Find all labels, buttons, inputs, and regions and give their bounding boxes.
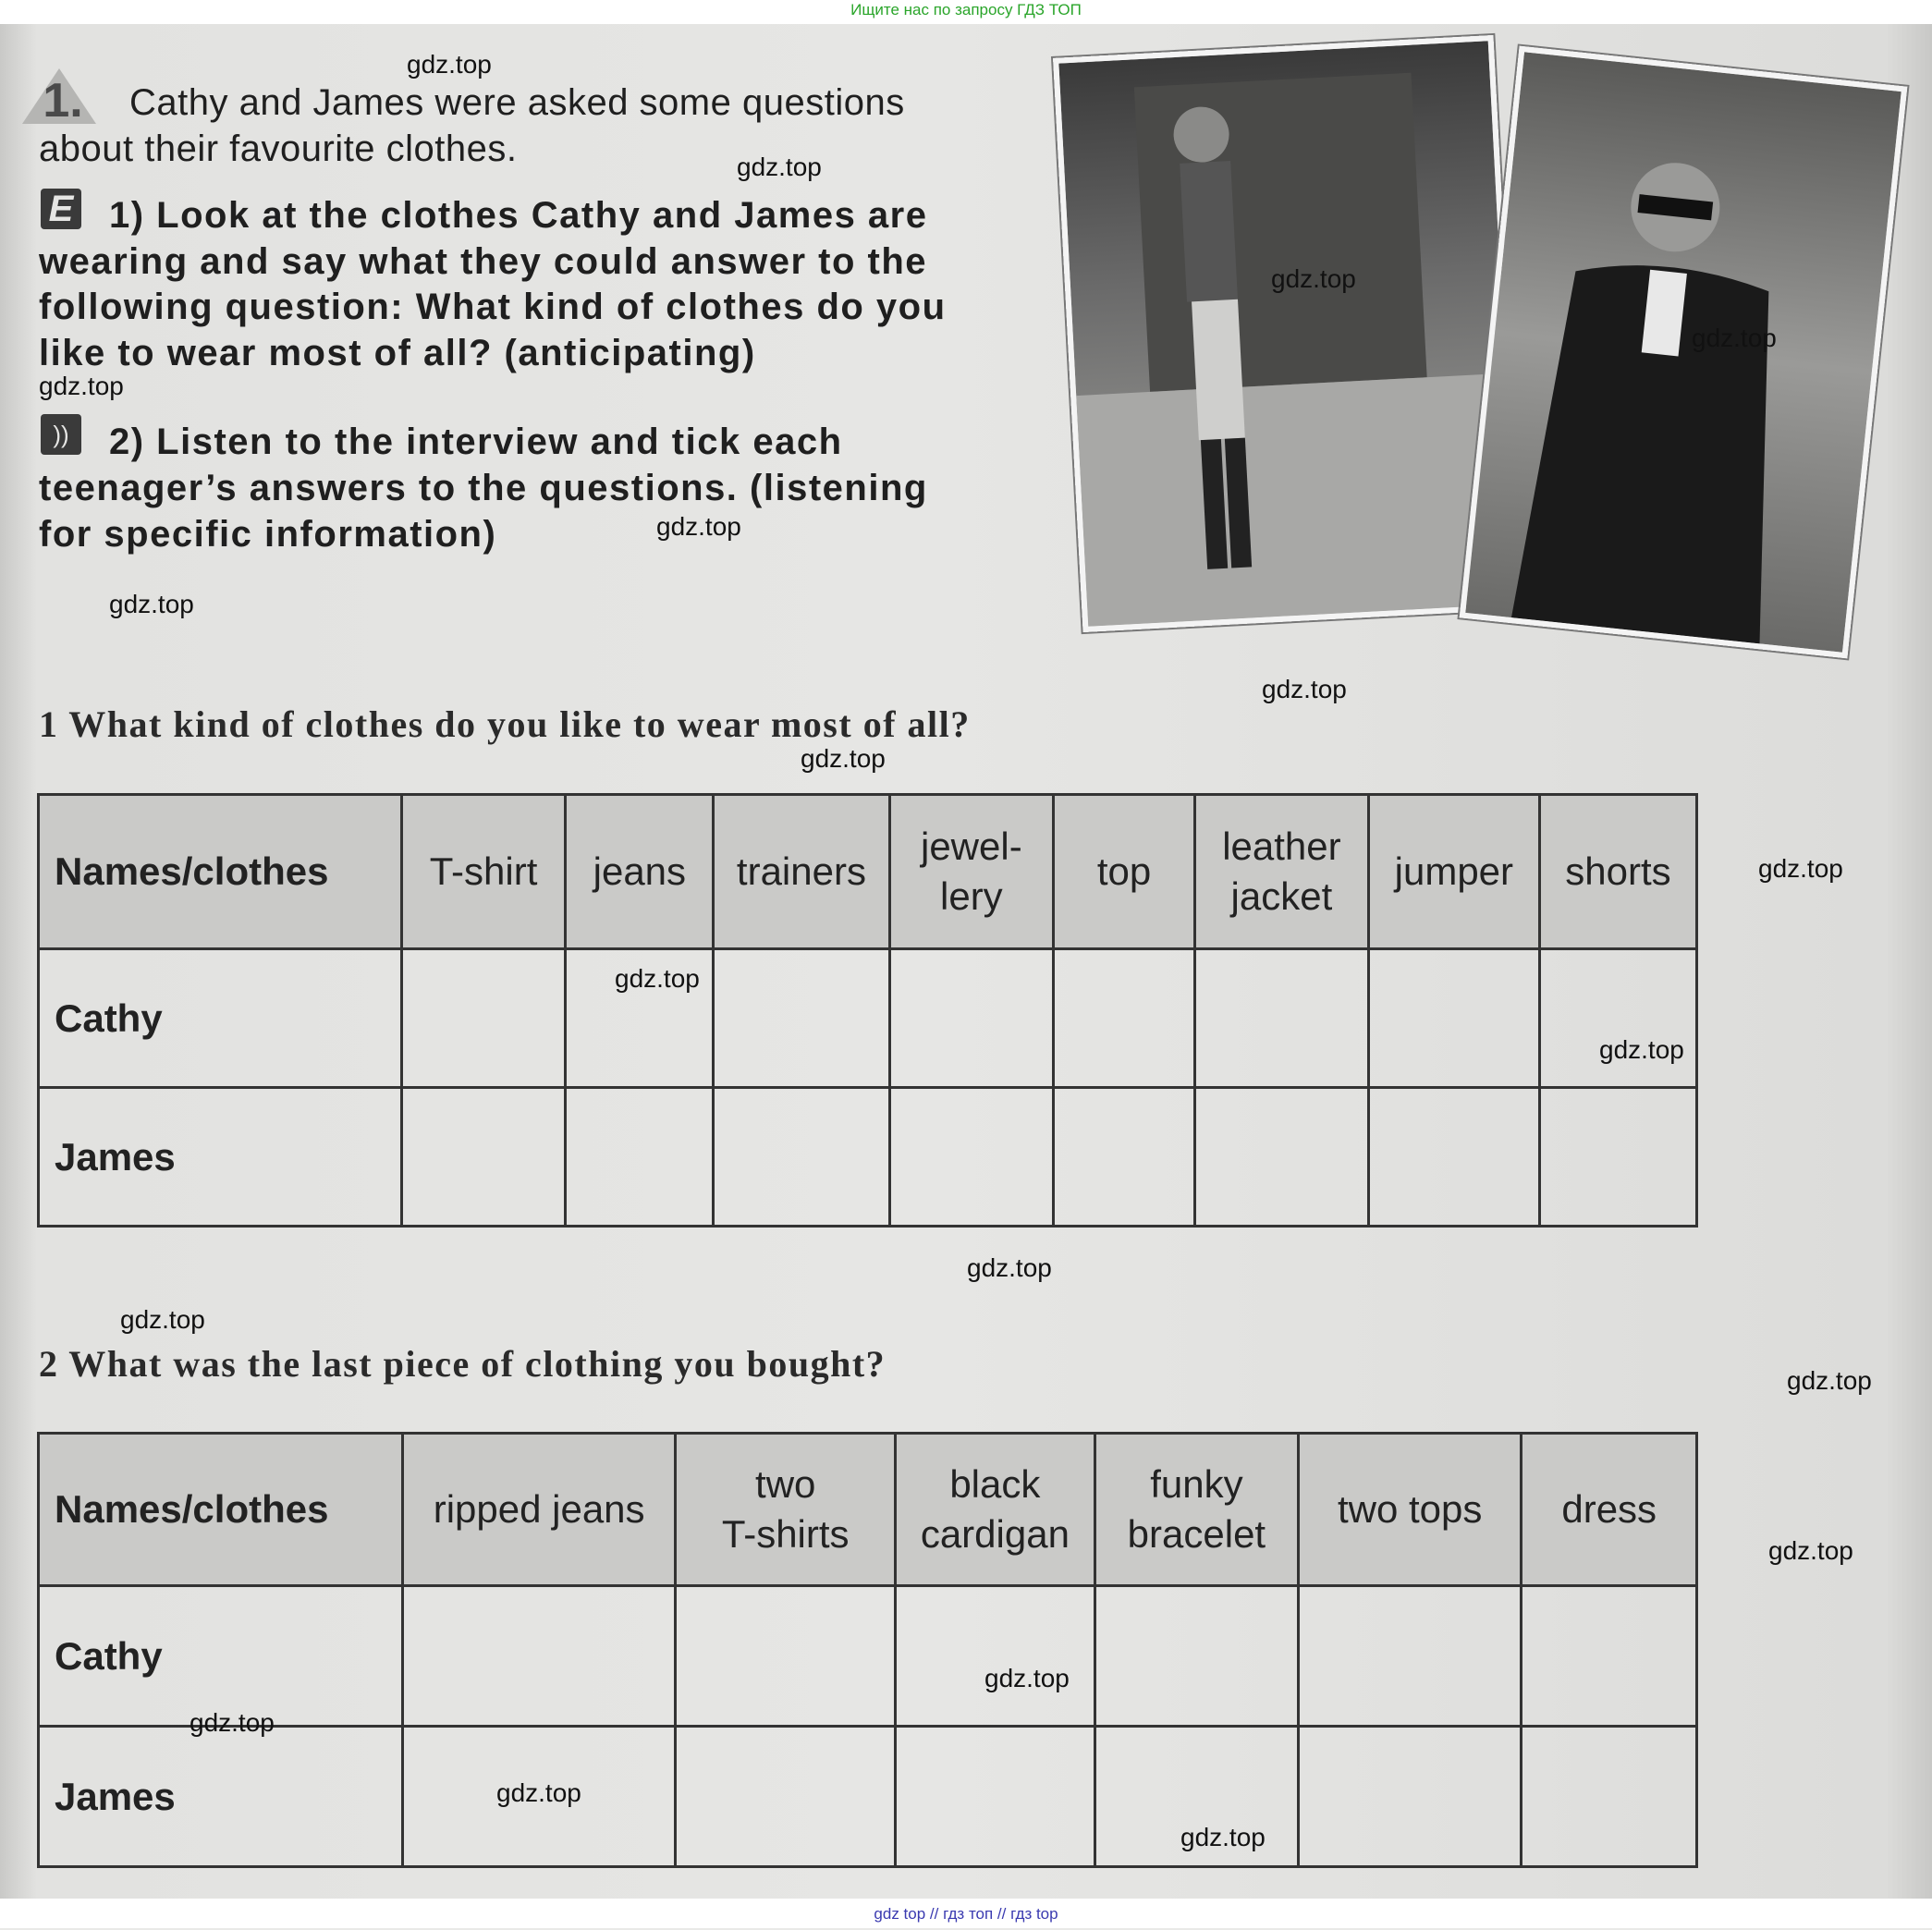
watermark: gdz.top	[407, 50, 492, 79]
exercise-number: 1.	[43, 74, 83, 124]
table2-header-label: Names/clothes	[39, 1434, 403, 1586]
table1-col-jumper: jumper	[1368, 795, 1539, 949]
watermark: gdz.top	[737, 153, 822, 181]
tick-cell[interactable]	[895, 1727, 1094, 1867]
table2-col-funky-bracelet: funky bracelet	[1094, 1434, 1298, 1586]
tick-cell[interactable]	[402, 1586, 676, 1727]
tick-cell[interactable]	[566, 1088, 714, 1227]
table1-header-row	[39, 795, 1697, 949]
tick-cell[interactable]	[1094, 1586, 1298, 1727]
watermark: gdz.top	[967, 1253, 1052, 1282]
tick-cell[interactable]	[1522, 1727, 1697, 1867]
task2-line-2: teenager’s answers to the questions. (listening	[39, 468, 928, 508]
tick-cell[interactable]	[1194, 949, 1368, 1088]
task2-line-1: 2) Listen to the interview and tick each	[109, 421, 843, 462]
question-2: 2 What was the last piece of clothing you bought?	[39, 1343, 887, 1385]
table2-col-two-tops: two tops	[1298, 1434, 1521, 1586]
tick-cell[interactable]	[1298, 1727, 1521, 1867]
watermark: gdz.top	[1692, 324, 1777, 352]
watermark: gdz.top	[496, 1778, 581, 1807]
tick-cell[interactable]	[1368, 949, 1539, 1088]
intro-line-2: about their favourite clothes.	[39, 128, 518, 169]
photos-cathy-james	[1054, 28, 1904, 666]
task1-line-2: wearing and say what they could answer to the	[39, 241, 928, 282]
tick-cell[interactable]	[1054, 949, 1195, 1088]
e-book-icon: E	[41, 189, 81, 229]
table1-row-cathy: Cathy	[39, 949, 402, 1088]
tick-cell[interactable]	[401, 949, 566, 1088]
audio-icon: ))	[41, 414, 81, 455]
watermark: gdz.top	[39, 372, 124, 400]
tick-cell[interactable]	[1298, 1586, 1521, 1727]
watermark: gdz.top	[1787, 1366, 1872, 1395]
table1-col-top: top	[1054, 795, 1195, 949]
bottom-banner[interactable]: gdz top // гдз топ // гдз top	[0, 1899, 1932, 1928]
table1-col-jeans: jeans	[566, 795, 714, 949]
watermark: gdz.top	[1758, 854, 1843, 883]
tick-cell[interactable]	[889, 1088, 1053, 1227]
task1-line-3: following question: What kind of clothes do you	[39, 287, 947, 327]
task1-line-4: like to wear most of all? (anticipating)	[39, 333, 756, 373]
james-photo	[1460, 46, 1908, 659]
table1-header-label: Names/clothes	[39, 795, 402, 949]
table-question-2	[37, 1432, 1698, 1868]
table1-col-trainers: trainers	[714, 795, 889, 949]
table2-row-cathy: Cathy	[39, 1586, 403, 1727]
table2-row-james: James	[39, 1727, 403, 1867]
table-row	[39, 1088, 1697, 1227]
cathy-photo	[1053, 35, 1523, 632]
table1-row-james: James	[39, 1088, 402, 1227]
tick-cell[interactable]	[714, 1088, 889, 1227]
table-row	[39, 1586, 1697, 1727]
tick-cell[interactable]	[1539, 1088, 1696, 1227]
tick-cell[interactable]	[676, 1586, 895, 1727]
task2-line-3: for specific information)	[39, 514, 497, 555]
watermark: gdz.top	[984, 1664, 1070, 1692]
tick-cell[interactable]	[714, 949, 889, 1088]
watermark: gdz.top	[615, 964, 700, 993]
question-1: 1 What kind of clothes do you like to wear most of all?	[39, 703, 971, 745]
top-banner[interactable]: Ищите нас по запросу ГДЗ ТОП	[0, 0, 1932, 24]
table1-col-tshirt: T-shirt	[401, 795, 566, 949]
table2-col-dress: dress	[1522, 1434, 1697, 1586]
tick-cell[interactable]	[1194, 1088, 1368, 1227]
tick-cell[interactable]	[895, 1586, 1094, 1727]
tick-cell[interactable]	[1054, 1088, 1195, 1227]
table2-col-two-tshirts: two T-shirts	[676, 1434, 895, 1586]
watermark: gdz.top	[1271, 264, 1356, 293]
watermark: gdz.top	[190, 1708, 275, 1737]
table1-col-shorts: shorts	[1539, 795, 1696, 949]
table1-col-jewellery: jewel- lery	[889, 795, 1053, 949]
watermark: gdz.top	[1180, 1823, 1266, 1851]
task1-line-1: 1) Look at the clothes Cathy and James are	[109, 195, 928, 236]
table-question-1	[37, 793, 1698, 1228]
watermark: gdz.top	[1768, 1536, 1853, 1565]
table2-col-ripped-jeans: ripped jeans	[402, 1434, 676, 1586]
table1-col-leather-jacket: leather jacket	[1194, 795, 1368, 949]
exercise-number-badge	[22, 68, 96, 124]
watermark: gdz.top	[1262, 675, 1347, 703]
table-row	[39, 949, 1697, 1088]
table-row	[39, 1727, 1697, 1867]
watermark: gdz.top	[109, 590, 194, 618]
table2-header-row	[39, 1434, 1697, 1586]
intro-line-1: Cathy and James were asked some questions	[129, 82, 905, 123]
tick-cell[interactable]	[1368, 1088, 1539, 1227]
tick-cell[interactable]	[401, 1088, 566, 1227]
watermark: gdz.top	[656, 512, 741, 541]
tick-cell[interactable]	[889, 949, 1053, 1088]
watermark: gdz.top	[801, 744, 886, 773]
table2-col-black-cardigan: black cardigan	[895, 1434, 1094, 1586]
tick-cell[interactable]	[1522, 1586, 1697, 1727]
watermark: gdz.top	[120, 1305, 205, 1334]
tick-cell[interactable]	[676, 1727, 895, 1867]
watermark: gdz.top	[1599, 1035, 1684, 1064]
tick-cell[interactable]	[1539, 949, 1696, 1088]
